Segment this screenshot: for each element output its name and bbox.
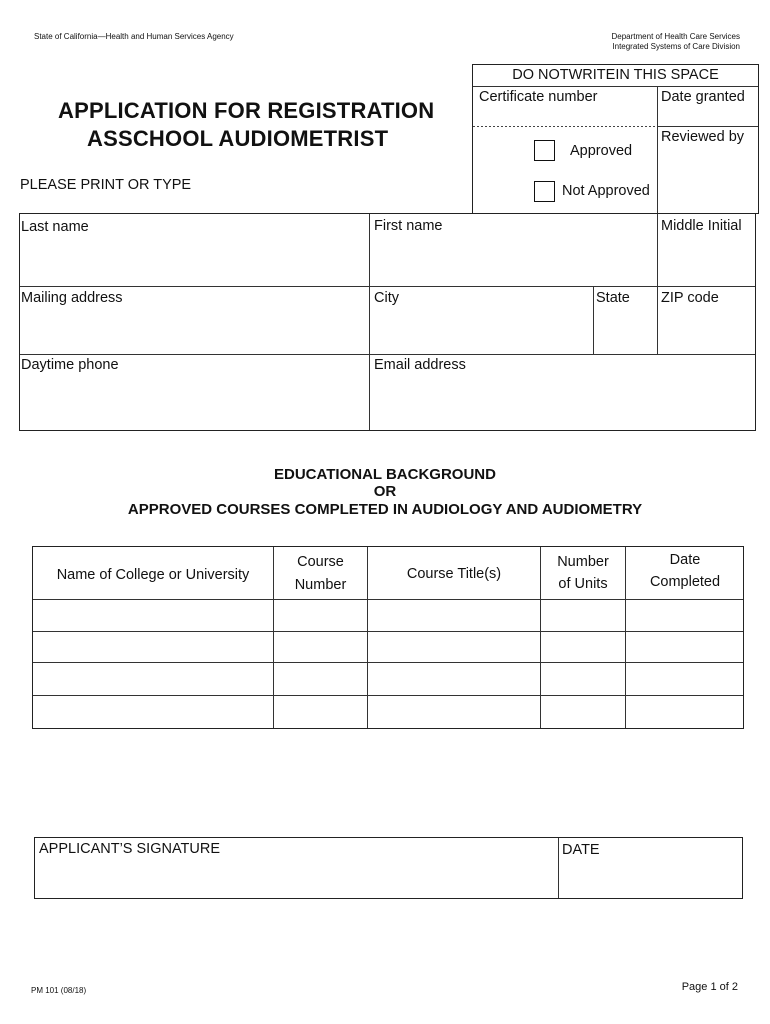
- agency-text: State of California—Health and Human Services Agency: [34, 32, 234, 41]
- form-number: PM 101 (08/18): [31, 986, 87, 995]
- mailing-address-field[interactable]: [20, 310, 368, 352]
- last-name-label: Last name: [21, 219, 89, 235]
- column-header-units-line2: of Units: [558, 576, 608, 592]
- middle-initial-field[interactable]: [658, 238, 755, 284]
- page-number: Page 1 of 2: [681, 981, 738, 993]
- signature-date-label: DATE: [562, 842, 600, 858]
- not-approved-label: Not Approved: [562, 183, 650, 199]
- office-use-heading: DO NOTWRITEIN THIS SPACE: [512, 67, 719, 83]
- table-row[interactable]: [33, 600, 743, 630]
- column-header-course-title: Course Title(s): [406, 566, 502, 582]
- zip-code-field[interactable]: [658, 310, 755, 352]
- signature-date-field[interactable]: [559, 860, 742, 898]
- city-field[interactable]: [370, 310, 592, 352]
- first-name-field[interactable]: [370, 238, 656, 284]
- not-approved-checkbox[interactable]: [534, 181, 555, 202]
- column-header-date-line1: Date: [669, 552, 701, 568]
- table-row[interactable]: [33, 663, 743, 694]
- certificate-number-label: Certificate number: [479, 89, 598, 105]
- department-text: Department of Health Care Services: [611, 32, 740, 41]
- education-heading-courses: APPROVED COURSES COMPLETED IN AUDIOLOGY AND AUDIOMETRY: [127, 501, 643, 518]
- column-header-course-number-line1: Course: [297, 554, 344, 570]
- form-title-line1: APPLICATION FOR REGISTRATION: [58, 98, 435, 123]
- column-header-college: Name of College or University: [56, 567, 250, 583]
- first-name-label: First name: [374, 218, 443, 234]
- table-row[interactable]: [33, 696, 743, 728]
- email-address-label: Email address: [374, 357, 466, 373]
- form-title-line2: ASSCHOOL AUDIOMETRIST: [87, 126, 389, 151]
- signature-label: APPLICANT’S SIGNATURE: [39, 841, 221, 857]
- signature-field[interactable]: [35, 860, 557, 898]
- daytime-phone-field[interactable]: [20, 378, 368, 428]
- approved-label: Approved: [570, 143, 633, 159]
- middle-initial-label: Middle Initial: [661, 218, 742, 234]
- city-label: City: [374, 290, 399, 306]
- mailing-address-label: Mailing address: [21, 290, 123, 306]
- column-header-course-number-line2: Number: [294, 577, 347, 593]
- state-label: State: [596, 290, 630, 306]
- state-field[interactable]: [594, 310, 656, 352]
- email-address-field[interactable]: [370, 378, 754, 428]
- table-row[interactable]: [33, 632, 743, 661]
- daytime-phone-label: Daytime phone: [21, 357, 119, 373]
- zip-code-label: ZIP code: [661, 290, 719, 306]
- last-name-field[interactable]: [20, 238, 368, 284]
- date-granted-label: Date granted: [661, 89, 745, 105]
- reviewed-by-label: Reviewed by: [661, 129, 745, 145]
- division-text: Integrated Systems of Care Division: [612, 42, 740, 51]
- approved-checkbox[interactable]: [534, 140, 555, 161]
- education-heading-or: OR: [373, 483, 397, 500]
- education-heading: EDUCATIONAL BACKGROUND: [274, 466, 496, 483]
- column-header-units-line1: Number: [557, 554, 609, 570]
- print-instruction: PLEASE PRINT OR TYPE: [20, 177, 192, 193]
- column-header-date-line2: Completed: [649, 574, 721, 590]
